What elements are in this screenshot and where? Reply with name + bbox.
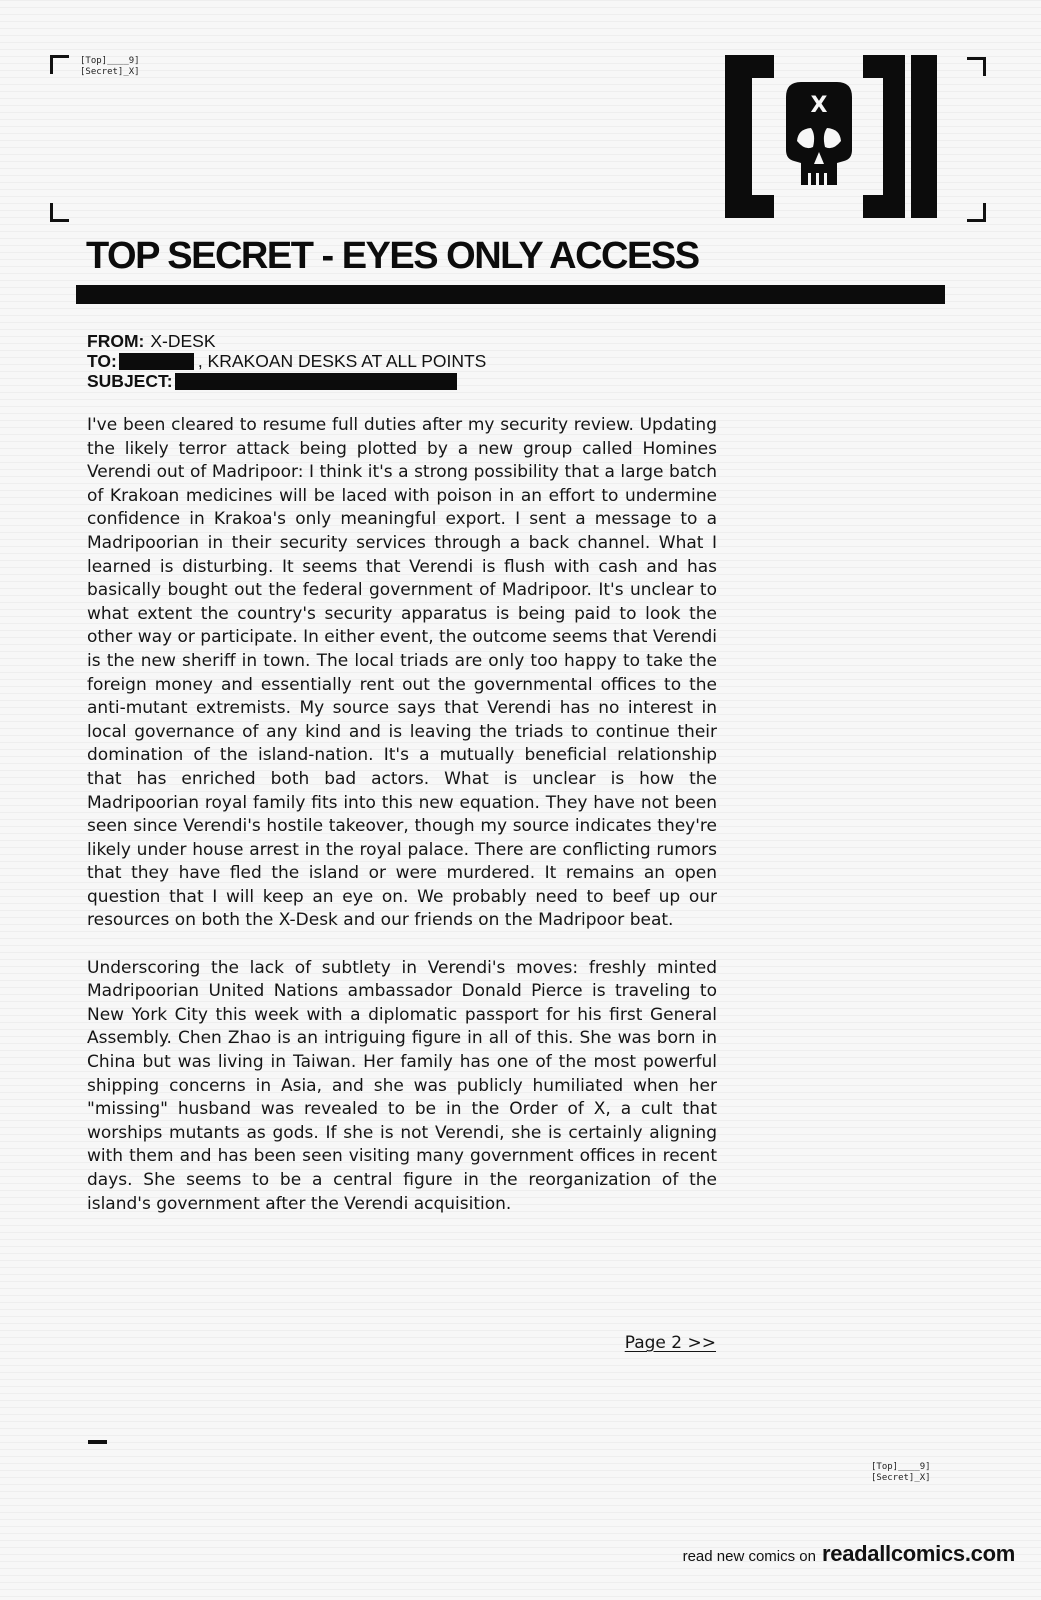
from-value: X-DESK [150,331,216,351]
redaction-bar [119,353,194,370]
divider-dash [88,1440,107,1444]
logo-glyph: X [810,93,828,118]
from-label: FROM: [87,331,145,351]
next-page-link[interactable]: Page 2 >> [624,1333,716,1353]
classification-code-line: [Secret]_X] [871,1473,931,1483]
classification-code-line: [Top]____9] [80,56,140,66]
corner-bracket-bottom-left [50,203,69,222]
memo-header [87,331,486,391]
body-paragraph: Underscoring the lack of subtlety in Verendi's moves: freshly minted Madripoorian United Nations ambassador Donald Pierce is traveling to New York City this week with a diplomatic passport for his first General Assembly. Chen Zhao is an intriguing figure in all of this. She was born in China but was living in Taiwan. Her family has one of the most powerful shipping concerns in Asia, and she was publicly humiliated when her "missing" husband was revealed to be in the Order of X, a cult that worships mutants as gods. If she is not Verendi, she is certainly aligning with them and has been seen visiting many government offices in recent days. She seems to be a central figure in the reorganization of the island's government after the Verendi acquisition. [87,957,717,1214]
skull-x-logo-icon [725,55,937,218]
memo-subject-row [87,371,486,391]
page-title: TOP SECRET - EYES ONLY ACCESS [86,235,699,277]
site-watermark [683,1541,1015,1567]
classification-code-line: [Secret]_X] [80,67,140,77]
redaction-bar [175,373,457,390]
corner-bracket-top-right [967,57,986,76]
watermark-prefix: read new comics on [682,1548,816,1565]
memo-to-row [87,351,486,371]
memo-from-row [87,331,486,351]
corner-bracket-bottom-right [967,203,986,222]
classification-code-top [80,56,140,78]
to-label: TO: [87,351,117,371]
corner-bracket-top-left [50,55,69,74]
subject-label: SUBJECT: [87,371,173,391]
watermark-site: readallcomics.com [822,1541,1015,1566]
memo-body [87,414,717,1216]
to-value: , KRAKOAN DESKS AT ALL POINTS [197,351,487,371]
title-divider-bar [76,285,945,304]
classification-code-bottom [871,1462,931,1484]
classification-code-line: [Top]____9] [871,1462,931,1472]
body-paragraph: I've been cleared to resume full duties after my security review. Updating the likely terror attack being plotted by a new group called Homines Verendi out of Madripoor: I think it's a strong possibility that a large batch of Krakoan medicines will be laced with poison in an effort to undermine confidence in Krakoa's only meaningful export. I sent a message to a Madripoorian in their security services through a back channel. What I learned is disturbing. It seems that Verendi is flush with cash and has basically bought out the federal government of Madripoor. It's unclear to what extent the country's security apparatus is being paid to look the other way or participate. In either event, the outcome seems that Verendi is the new sheriff in town. The local triads are only too happy to take the foreign money and essentially rent out the governmental offices to the anti-mutant extremists. My source says that Verendi has no interest in local governance of any kind and is leaving the triads to continue their domination of the island-nation. It's a mutually beneficial relationship that has enriched both bad actors. What is unclear is how the Madripoorian royal family fits into this new equation. They have not been seen since Verendi's hostile takeover, though my source indicates they're likely under house arrest in the royal palace. There are conflicting rumors that they have fled the island or were murdered. It remains an open question that I will keep an eye on. We probably need to beef up our resources on both the X-Desk and our friends on the Madripoor beat. [87,415,717,931]
